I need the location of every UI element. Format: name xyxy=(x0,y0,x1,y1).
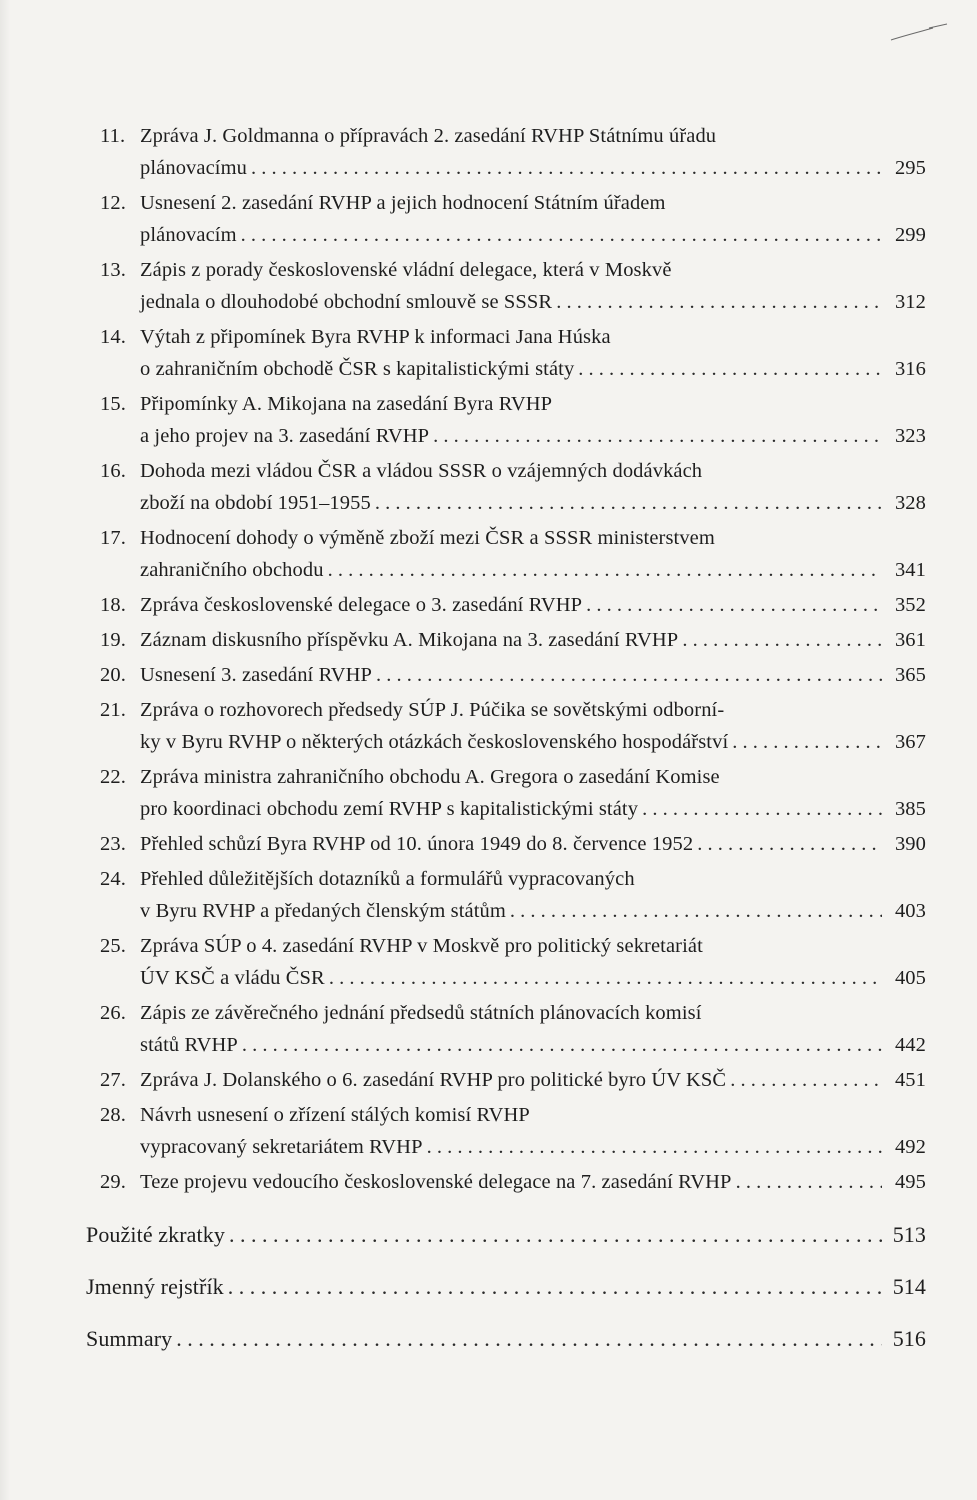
toc-entry xyxy=(100,120,926,184)
entry-title: Zpráva československé delegace o 3. zasedání RVHP xyxy=(140,594,583,616)
toc-entry xyxy=(100,1166,926,1198)
entry-line xyxy=(140,187,926,219)
entry-page-number: 361 xyxy=(894,629,926,651)
entry-title: Usnesení 2. zasedání RVHP a jejich hodnocení Státním úřadem xyxy=(140,192,666,214)
dot-leader xyxy=(730,1064,882,1096)
entry-line xyxy=(140,828,926,860)
dot-leader xyxy=(228,1271,882,1303)
dot-leader xyxy=(229,1219,882,1251)
entry-number: 12. xyxy=(100,192,126,214)
entry-title: Zápis ze závěrečného jednání předsedů státních plánovacích komisí xyxy=(140,1002,702,1024)
back-matter-list xyxy=(86,1219,926,1375)
toc-entry xyxy=(100,321,926,385)
dot-leader xyxy=(251,152,882,184)
entry-title: zahraničního obchodu xyxy=(140,559,324,581)
entry-title: Hodnocení dohody o výměně zboží mezi ČSR a SSSR ministerstvem xyxy=(140,527,715,549)
entry-number: 28. xyxy=(100,1104,126,1126)
entry-line xyxy=(140,930,926,962)
entry-page-number: 323 xyxy=(894,425,926,447)
entry-line xyxy=(140,793,926,825)
entry-title: Zpráva o rozhovorech předsedy SÚP J. Púčika se sovětskými odborní- xyxy=(140,699,725,721)
entry-line xyxy=(140,152,926,184)
entry-line xyxy=(140,219,926,251)
entry-line xyxy=(140,487,926,519)
entry-title: Zpráva SÚP o 4. zasedání RVHP v Moskvě pro politický sekretariát xyxy=(140,935,703,957)
entry-line xyxy=(140,1166,926,1198)
entry-line xyxy=(140,1029,926,1061)
entry-title: Zápis z porady československé vládní delegace, která v Moskvě xyxy=(140,259,672,281)
back-matter-entry xyxy=(86,1271,926,1303)
entry-line xyxy=(140,522,926,554)
entry-title: Usnesení 3. zasedání RVHP xyxy=(140,664,373,686)
entry-body xyxy=(140,522,926,586)
entry-line xyxy=(140,589,926,621)
entry-number: 19. xyxy=(100,629,126,651)
entry-body xyxy=(140,863,926,927)
dot-leader xyxy=(510,895,882,927)
dot-leader xyxy=(242,1029,882,1061)
entry-page-number: 405 xyxy=(894,967,926,989)
entry-line xyxy=(140,863,926,895)
entry-line xyxy=(140,388,926,420)
entry-number: 29. xyxy=(100,1171,126,1193)
entry-line xyxy=(140,420,926,452)
entry-body xyxy=(140,187,926,251)
entry-title: plánovacímu xyxy=(140,157,247,179)
entry-title: plánovacím xyxy=(140,224,237,246)
entry-title: Přehled důležitějších dotazníků a formulářů vypracovaných xyxy=(140,868,635,890)
entry-number: 11. xyxy=(100,125,126,147)
entry-number: 16. xyxy=(100,460,126,482)
dot-leader xyxy=(556,286,882,318)
toc-entry xyxy=(100,187,926,251)
entry-line xyxy=(140,761,926,793)
entry-body xyxy=(140,1064,926,1096)
entry-line xyxy=(86,1219,926,1251)
toc-entry xyxy=(100,694,926,758)
entry-number: 27. xyxy=(100,1069,126,1091)
toc-entry xyxy=(100,254,926,318)
toc-entry xyxy=(100,828,926,860)
entry-page-number: 328 xyxy=(894,492,926,514)
entry-page-number: 385 xyxy=(894,798,926,820)
entry-page-number: 312 xyxy=(894,291,926,313)
toc-entry xyxy=(100,388,926,452)
dot-leader xyxy=(329,962,882,994)
entry-number: 17. xyxy=(100,527,126,549)
entry-body xyxy=(140,455,926,519)
entry-body xyxy=(140,828,926,860)
entry-number: 26. xyxy=(100,1002,126,1024)
entry-number: 24. xyxy=(100,868,126,890)
entry-title: Zpráva ministra zahraničního obchodu A. Gregora o zasedání Komise xyxy=(140,766,720,788)
entry-page-number: 299 xyxy=(894,224,926,246)
entry-title: jednala o dlouhodobé obchodní smlouvě se SSSR xyxy=(140,291,553,313)
entry-line xyxy=(140,997,926,1029)
back-matter-page-number: 514 xyxy=(892,1274,926,1299)
toc-entry xyxy=(100,589,926,621)
entry-line xyxy=(140,962,926,994)
entry-page-number: 390 xyxy=(894,833,926,855)
entry-line xyxy=(140,1131,926,1163)
toc-entry xyxy=(100,761,926,825)
dot-leader xyxy=(578,353,882,385)
entry-body xyxy=(140,589,926,621)
entry-title: Záznam diskusního příspěvku A. Mikojana na 3. zasedání RVHP xyxy=(140,629,679,651)
toc-entry xyxy=(100,624,926,656)
toc-entry xyxy=(100,1099,926,1163)
back-matter-entry xyxy=(86,1323,926,1355)
entry-page-number: 316 xyxy=(894,358,926,380)
entry-line xyxy=(140,694,926,726)
entry-title: Přehled schůzí Byra RVHP od 10. února 1949 do 8. července 1952 xyxy=(140,833,694,855)
entry-line xyxy=(140,120,926,152)
entry-line xyxy=(140,1099,926,1131)
entry-line xyxy=(86,1323,926,1355)
back-matter-title: Jmenný rejstřík xyxy=(86,1274,224,1299)
entry-number: 18. xyxy=(100,594,126,616)
entry-title: Dohoda mezi vládou ČSR a vládou SSSR o vzájemných dodávkách xyxy=(140,460,703,482)
toc-entry xyxy=(100,997,926,1061)
entry-body xyxy=(86,1323,926,1355)
entry-line xyxy=(140,895,926,927)
entry-title: ky v Byru RVHP o některých otázkách československého hospodářství xyxy=(140,731,729,753)
dot-leader xyxy=(433,420,882,452)
dot-leader xyxy=(682,624,882,656)
entry-body xyxy=(86,1219,926,1251)
entry-body xyxy=(140,120,926,184)
entry-title: ÚV KSČ a vládu ČSR xyxy=(140,967,325,989)
entry-title: vypracovaný sekretariátem RVHP xyxy=(140,1136,423,1158)
entry-page-number: 365 xyxy=(894,664,926,686)
entry-line xyxy=(140,353,926,385)
entry-body xyxy=(140,930,926,994)
entry-number: 15. xyxy=(100,393,126,415)
toc-entry xyxy=(100,1064,926,1096)
entry-body xyxy=(86,1271,926,1303)
entry-title: zboží na období 1951–1955 xyxy=(140,492,371,514)
entry-page-number: 492 xyxy=(894,1136,926,1158)
entry-title: a jeho projev na 3. zasedání RVHP xyxy=(140,425,430,447)
entry-title: o zahraničním obchodě ČSR s kapitalistickými státy xyxy=(140,358,575,380)
entry-page-number: 341 xyxy=(894,559,926,581)
entry-number: 20. xyxy=(100,664,126,686)
dot-leader xyxy=(376,659,882,691)
entry-body xyxy=(140,659,926,691)
entry-title: států RVHP xyxy=(140,1034,238,1056)
entry-title: Zpráva J. Goldmanna o přípravách 2. zasedání RVHP Státnímu úřadu xyxy=(140,125,717,147)
table-of-contents xyxy=(100,120,926,1201)
entry-title: Zpráva J. Dolanského o 6. zasedání RVHP pro politické byro ÚV KSČ xyxy=(140,1069,727,1091)
entry-page-number: 495 xyxy=(894,1171,926,1193)
entry-page-number: 367 xyxy=(894,731,926,753)
entry-number: 23. xyxy=(100,833,126,855)
entry-number: 22. xyxy=(100,766,126,788)
toc-entry xyxy=(100,930,926,994)
entry-line xyxy=(140,1064,926,1096)
entry-body xyxy=(140,694,926,758)
entry-body xyxy=(140,388,926,452)
dot-leader xyxy=(642,793,882,825)
entry-body xyxy=(140,1166,926,1198)
toc-entry xyxy=(100,659,926,691)
entry-title: Výtah z připomínek Byra RVHP k informaci Jana Húska xyxy=(140,326,611,348)
entry-title: Návrh usnesení o zřízení stálých komisí RVHP xyxy=(140,1104,530,1126)
entry-body xyxy=(140,1099,926,1163)
entry-title: Teze projevu vedoucího československé delegace na 7. zasedání RVHP xyxy=(140,1171,732,1193)
entry-line xyxy=(140,726,926,758)
entry-line xyxy=(140,321,926,353)
entry-page-number: 451 xyxy=(894,1069,926,1091)
dot-leader xyxy=(736,1166,882,1198)
toc-entry xyxy=(100,522,926,586)
entry-page-number: 442 xyxy=(894,1034,926,1056)
page-edge-shadow xyxy=(0,0,10,1500)
entry-title: Připomínky A. Mikojana na zasedání Byra RVHP xyxy=(140,393,553,415)
dot-leader xyxy=(586,589,882,621)
entry-title: v Byru RVHP a předaných členským státům xyxy=(140,900,506,922)
entry-line xyxy=(140,624,926,656)
toc-entry xyxy=(100,455,926,519)
entry-number: 14. xyxy=(100,326,126,348)
entry-page-number: 352 xyxy=(894,594,926,616)
entry-body xyxy=(140,254,926,318)
dot-leader xyxy=(241,219,882,251)
entry-body xyxy=(140,624,926,656)
entry-number: 25. xyxy=(100,935,126,957)
entry-line xyxy=(140,455,926,487)
back-matter-title: Použité zkratky xyxy=(86,1222,225,1247)
back-matter-page-number: 516 xyxy=(892,1326,926,1351)
entry-line xyxy=(140,659,926,691)
dot-leader xyxy=(328,554,882,586)
dot-leader xyxy=(176,1323,882,1355)
pencil-mark xyxy=(889,22,949,44)
entry-title: pro koordinaci obchodu zemí RVHP s kapitalistickými státy xyxy=(140,798,639,820)
back-matter-title: Summary xyxy=(86,1326,173,1351)
entry-page-number: 403 xyxy=(894,900,926,922)
back-matter-entry xyxy=(86,1219,926,1251)
back-matter-page-number: 513 xyxy=(892,1222,926,1247)
entry-line xyxy=(140,286,926,318)
entry-body xyxy=(140,761,926,825)
dot-leader xyxy=(427,1131,882,1163)
entry-line xyxy=(140,554,926,586)
entry-number: 13. xyxy=(100,259,126,281)
entry-line xyxy=(140,254,926,286)
entry-page-number: 295 xyxy=(894,157,926,179)
entry-body xyxy=(140,997,926,1061)
dot-leader xyxy=(732,726,882,758)
dot-leader xyxy=(697,828,882,860)
toc-entry xyxy=(100,863,926,927)
entry-body xyxy=(140,321,926,385)
entry-line xyxy=(86,1271,926,1303)
dot-leader xyxy=(375,487,882,519)
entry-number: 21. xyxy=(100,699,126,721)
